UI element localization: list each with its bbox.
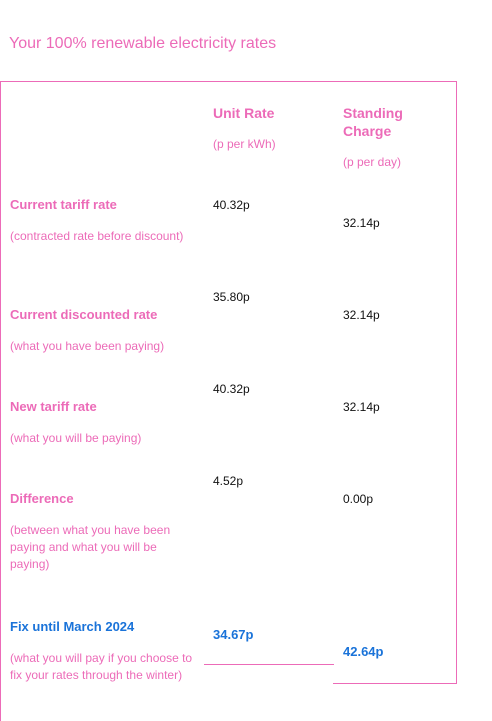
row-label-current-tariff: Current tariff rate	[10, 197, 117, 212]
unit-rate-current-discounted: 35.80p	[213, 290, 250, 304]
row-description-current-tariff: (contracted rate before discount)	[10, 229, 184, 243]
page-title: Your 100% renewable electricity rates	[9, 35, 277, 52]
column-subheader-standing-charge: (p per day)	[343, 155, 402, 169]
table-border-right	[456, 81, 457, 684]
unit-rate-current-tariff: 40.32p	[213, 198, 250, 212]
standing-charge-difference: 0.00p	[343, 492, 374, 506]
row-description-difference: (between what you have been paying and what you will be paying)	[10, 523, 171, 571]
unit-rate-difference: 4.52p	[213, 474, 244, 488]
row-label-current-discounted: Current discounted rate	[10, 307, 158, 322]
row-description-fix-until-march: (what you will pay if you choose to fix your rates through the winter)	[10, 651, 193, 682]
standing-charge-fix-until-march: 42.64p	[343, 644, 384, 659]
row-description-current-discounted: (what you have been paying)	[10, 339, 165, 353]
table-border-top	[0, 81, 457, 82]
unit-rate-underline	[204, 664, 334, 665]
row-description-new-tariff: (what you will be paying)	[10, 431, 142, 445]
column-header-unit-rate: Unit Rate	[213, 105, 275, 121]
unit-rate-fix-until-march: 34.67p	[213, 627, 254, 642]
table-border-left	[0, 81, 1, 721]
column-subheader-unit-rate: (p per kWh)	[213, 137, 276, 151]
row-label-new-tariff: New tariff rate	[10, 399, 97, 414]
standing-charge-new-tariff: 32.14p	[343, 400, 380, 414]
row-label-difference: Difference	[10, 491, 74, 506]
standing-charge-current-discounted: 32.14p	[343, 308, 380, 322]
row-label-fix-until-march: Fix until March 2024	[10, 619, 135, 634]
column-header-standing-charge: Standing Charge	[343, 105, 403, 139]
standing-charge-current-tariff: 32.14p	[343, 216, 380, 230]
unit-rate-new-tariff: 40.32p	[213, 382, 250, 396]
table-border-bottom	[333, 683, 457, 684]
